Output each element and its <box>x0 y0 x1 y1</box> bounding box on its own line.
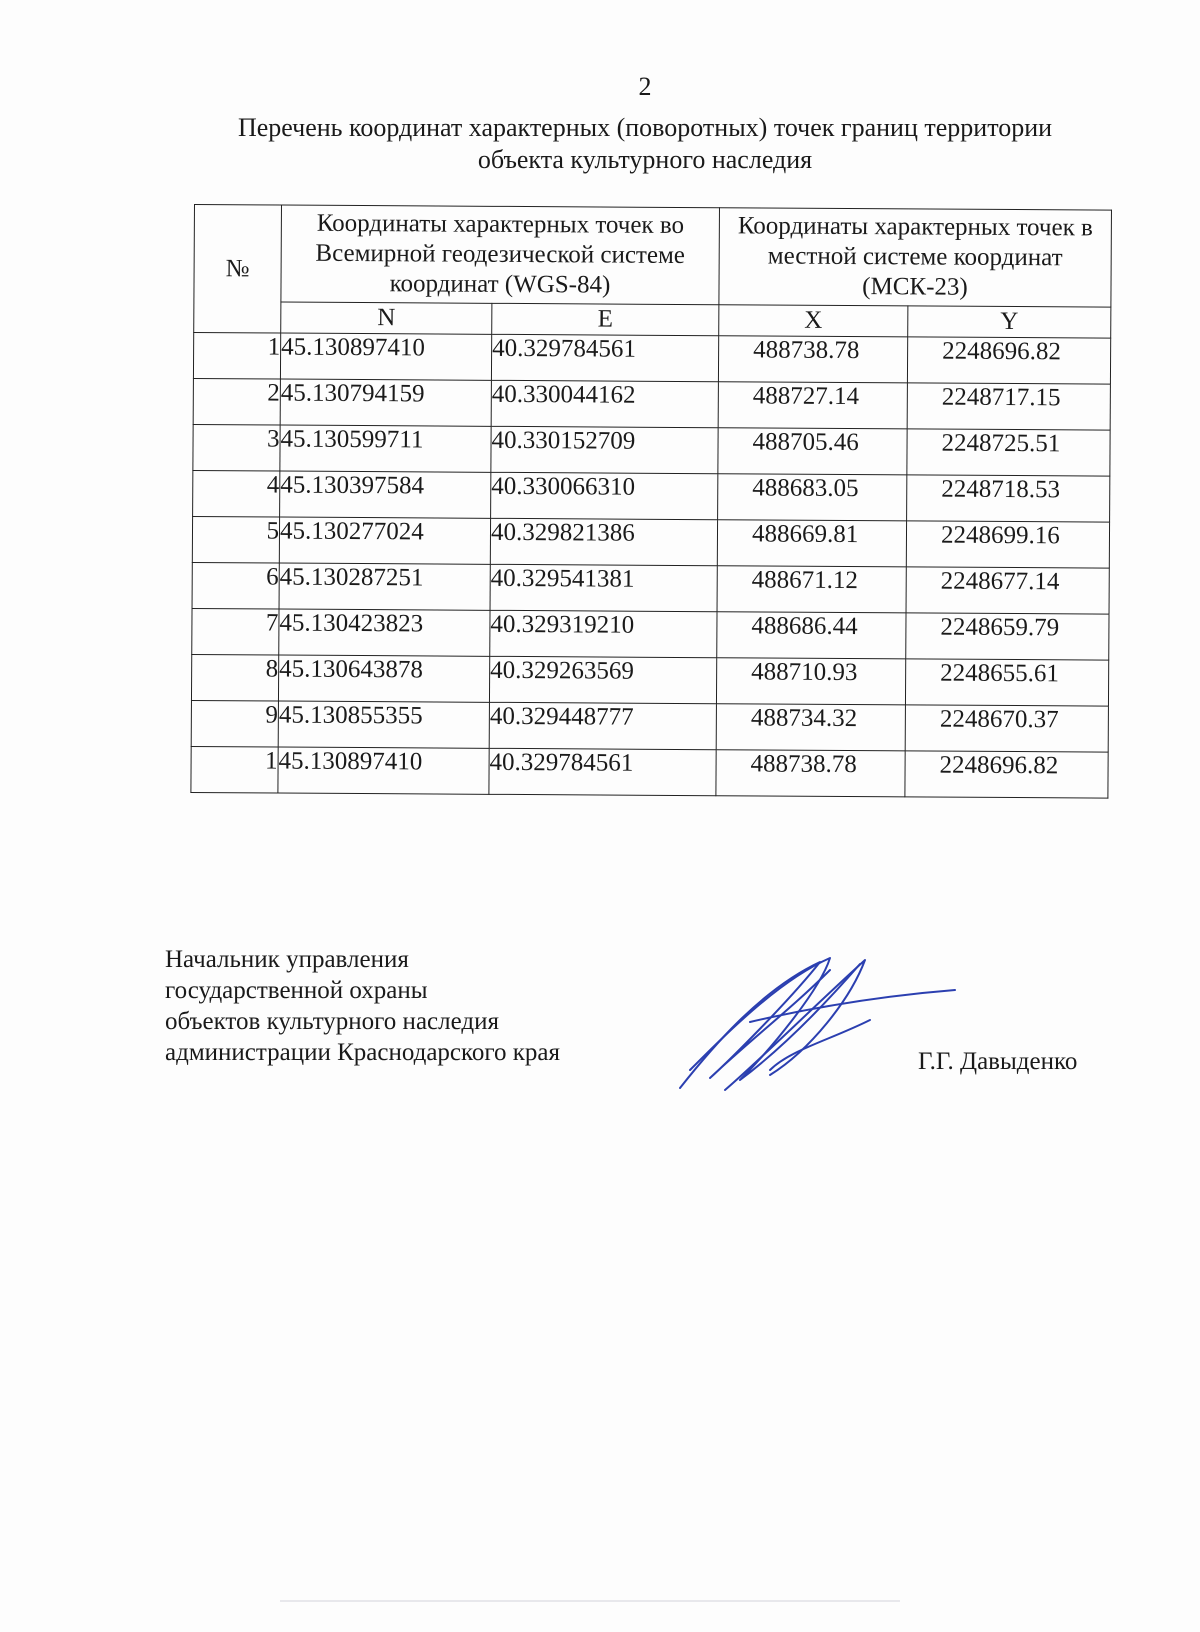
signer-line-3: объектов культурного наследия <box>165 1008 499 1035</box>
cell-e: 40.329263569 <box>489 656 716 703</box>
cell-x: 488669.81 <box>717 520 906 567</box>
cell-y: 2248696.82 <box>905 751 1108 798</box>
cell-x: 488738.78 <box>716 750 905 797</box>
header-wgs84-group: Координаты характерных точек во Всемирной геодезической системе координат (WGS-84) <box>281 205 720 305</box>
cell-n: 45.130277024 <box>279 517 490 564</box>
page-number: 2 <box>638 72 652 101</box>
cell-x: 488705.46 <box>718 428 907 475</box>
handwritten-signature <box>670 950 960 1100</box>
signer-line-4: администрации Краснодарского края <box>165 1039 561 1066</box>
cell-y: 2248659.79 <box>906 613 1109 660</box>
cell-y: 2248677.14 <box>906 567 1109 614</box>
cell-y: 2248717.15 <box>907 383 1110 430</box>
cell-e: 40.329821386 <box>490 518 717 565</box>
cell-x: 488727.14 <box>718 382 907 429</box>
cell-x: 488683.05 <box>718 474 907 521</box>
signer-line-1: Начальник управления <box>165 946 409 973</box>
header-y: Y <box>908 306 1111 338</box>
table-row <box>193 378 1110 430</box>
cell-y: 2248699.16 <box>906 521 1109 568</box>
table-row <box>192 562 1109 614</box>
cell-number: 9 <box>191 700 278 747</box>
cell-n: 45.130855355 <box>278 701 489 748</box>
header-x: X <box>719 305 908 337</box>
cell-n: 45.130423823 <box>279 609 490 656</box>
cell-n: 45.130599711 <box>280 425 491 472</box>
header-n: N <box>281 302 492 334</box>
coordinates-table <box>190 204 1112 799</box>
table-row <box>192 608 1109 660</box>
header-e: E <box>492 303 719 335</box>
document-title-line-2: объекта культурного наследия <box>477 145 813 174</box>
table-row <box>193 424 1110 476</box>
header-msk23-group: Координаты характерных точек в местной системе координат (МСК-23) <box>719 208 1112 307</box>
cell-y: 2248696.82 <box>907 337 1110 384</box>
cell-x: 488734.32 <box>716 704 905 751</box>
cell-e: 40.329784561 <box>491 334 718 381</box>
table-row <box>191 700 1108 752</box>
cell-number: 3 <box>193 424 280 471</box>
table-row <box>192 516 1109 568</box>
signer-name: Г.Г. Давыденко <box>918 1048 1078 1075</box>
cell-x: 488671.12 <box>717 566 906 613</box>
cell-number: 5 <box>192 516 279 563</box>
cell-e: 40.329448777 <box>489 702 716 749</box>
cell-e: 40.330152709 <box>491 426 718 473</box>
table-row <box>191 746 1108 798</box>
cell-e: 40.330066310 <box>491 472 718 519</box>
cell-y: 2248655.61 <box>905 659 1108 706</box>
cell-number: 7 <box>192 608 279 655</box>
signer-line-2: государственной охраны <box>165 977 428 1004</box>
cell-y: 2248725.51 <box>907 429 1110 476</box>
cell-e: 40.329319210 <box>490 610 717 657</box>
cell-number: 2 <box>193 378 280 425</box>
cell-number: 1 <box>193 333 280 380</box>
header-number: № <box>194 205 282 334</box>
cell-n: 45.130794159 <box>280 379 491 426</box>
table-row <box>191 654 1108 706</box>
signer-position <box>165 944 560 1068</box>
cell-e: 40.329784561 <box>489 748 716 795</box>
cell-x: 488738.78 <box>718 336 907 383</box>
cell-x: 488710.93 <box>716 658 905 705</box>
cell-n: 45.130397584 <box>280 471 491 518</box>
table-row <box>193 470 1110 522</box>
scan-artifact <box>280 1600 900 1602</box>
coordinates-table-body <box>191 333 1111 799</box>
cell-n: 45.130897410 <box>280 333 491 380</box>
cell-e: 40.329541381 <box>490 564 717 611</box>
document-title-line-1: Перечень координат характерных (поворотных) точек границ территории <box>237 113 1053 142</box>
cell-number: 6 <box>192 562 279 609</box>
table-row <box>193 333 1110 385</box>
cell-y: 2248670.37 <box>905 705 1108 752</box>
cell-number: 4 <box>193 470 280 517</box>
cell-n: 45.130897410 <box>278 747 489 794</box>
cell-number: 1 <box>191 746 278 793</box>
document-title <box>170 112 1120 176</box>
cell-n: 45.130643878 <box>278 655 489 702</box>
cell-e: 40.330044162 <box>491 380 718 427</box>
cell-n: 45.130287251 <box>279 563 490 610</box>
cell-y: 2248718.53 <box>907 475 1110 522</box>
cell-x: 488686.44 <box>717 612 906 659</box>
cell-number: 8 <box>191 654 278 701</box>
